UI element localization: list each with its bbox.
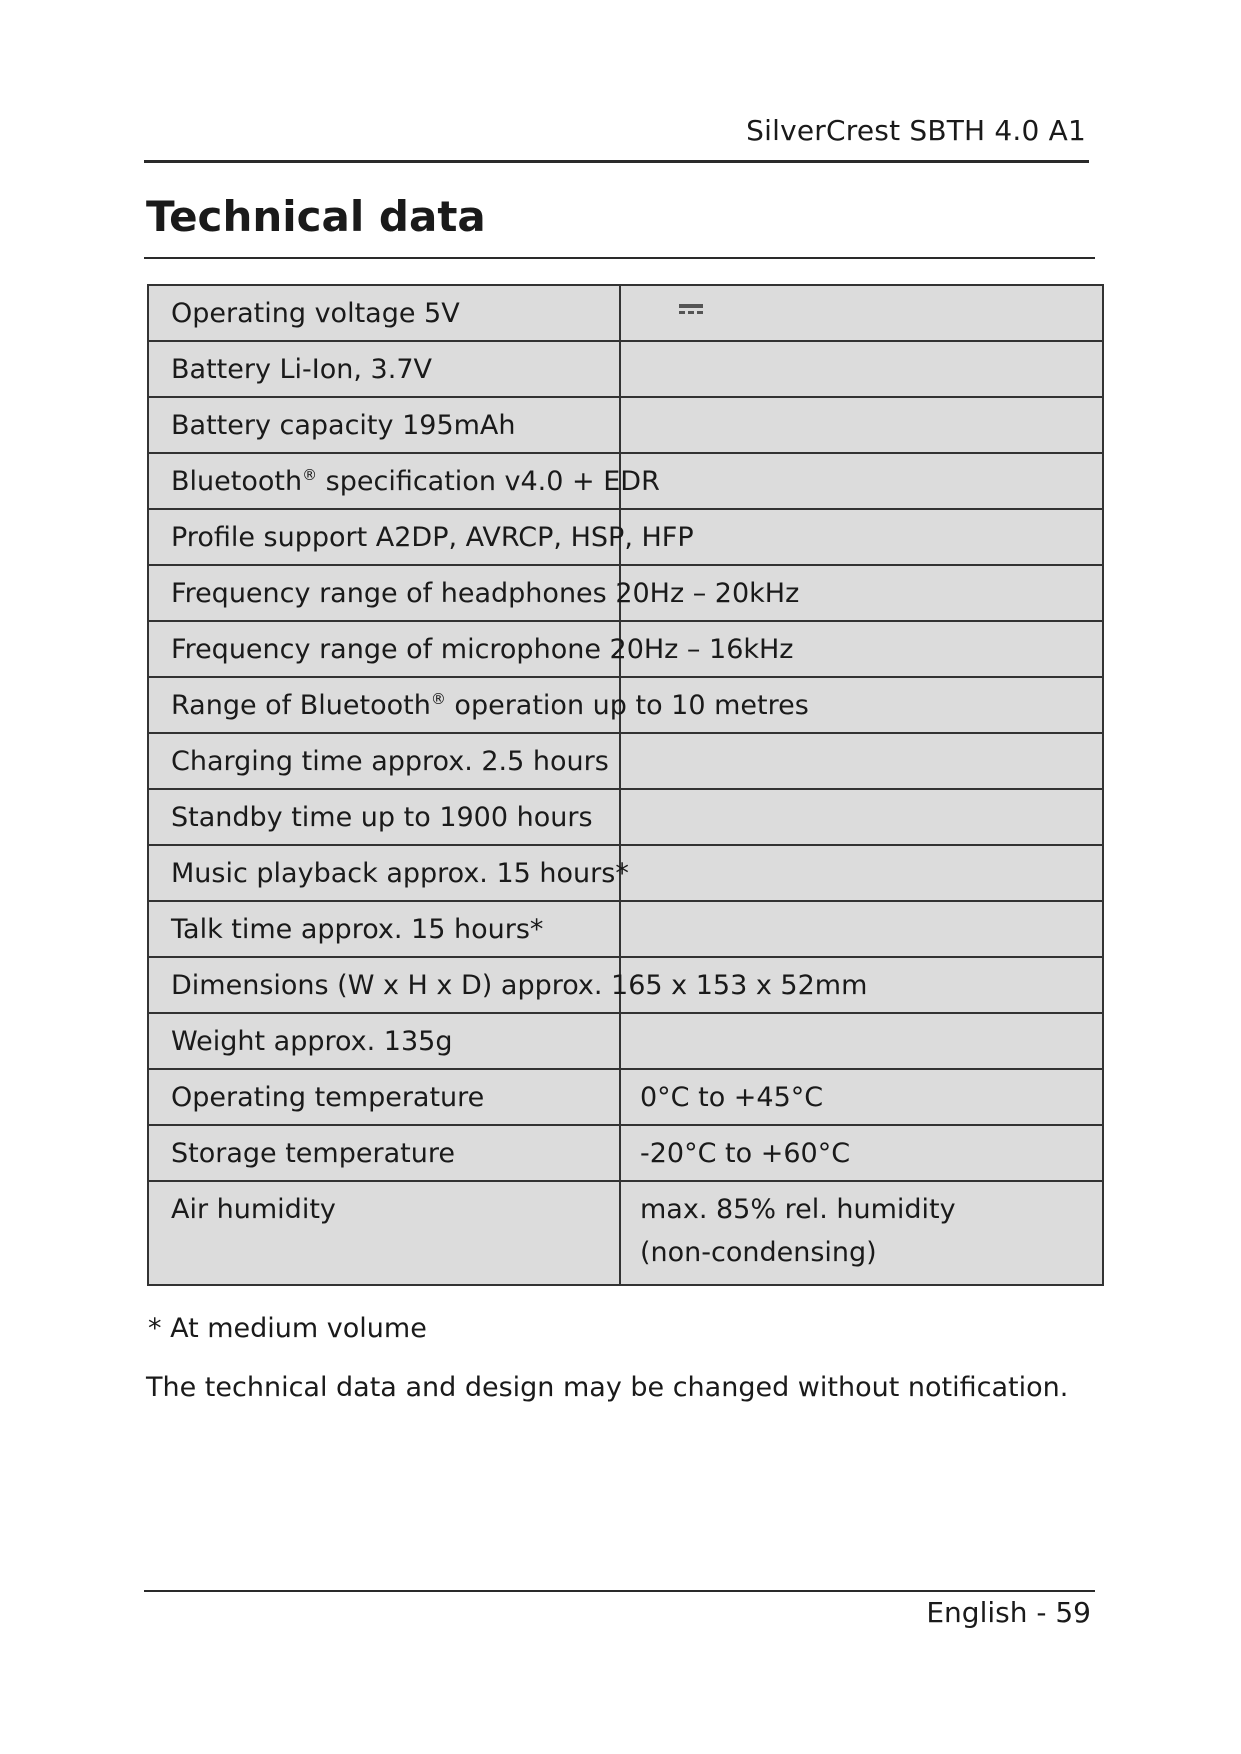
spec-cell: Standby time up to 1900 hours	[148, 789, 620, 845]
spec-cell: Battery capacity 195mAh	[148, 397, 620, 453]
spec-cell: Dimensions (W x H x D) approx. 165 x 153 x 52mm	[148, 957, 620, 1013]
table-row	[148, 1181, 1103, 1285]
spec-cell: Battery Li-Ion, 3.7V	[148, 341, 620, 397]
header-product-name: SilverCrest SBTH 4.0 A1	[746, 114, 1086, 147]
technical-data-table	[147, 284, 1104, 1286]
table-row	[148, 621, 1103, 677]
spec-label-cell: Operating temperature	[148, 1069, 620, 1125]
disclaimer-note: The technical data and design may be changed without notification.	[146, 1372, 1069, 1403]
spec-text: Range of Bluetooth	[171, 689, 431, 721]
table-row	[148, 901, 1103, 957]
dc-current-icon	[679, 304, 703, 318]
table-row	[148, 789, 1103, 845]
page-number: English - 59	[926, 1596, 1091, 1629]
spec-cell: Music playback approx. 15 hours*	[148, 845, 620, 901]
spec-cell: Profile support A2DP, AVRCP, HSP, HFP	[148, 509, 620, 565]
registered-mark: ®	[430, 689, 446, 708]
spec-value-cell	[620, 397, 1103, 453]
spec-value-cell	[620, 789, 1103, 845]
table-row	[148, 453, 1103, 509]
spec-value-cell	[620, 1013, 1103, 1069]
spec-label-cell: Storage temperature	[148, 1125, 620, 1181]
spec-value-cell	[620, 453, 1103, 509]
table-row	[148, 509, 1103, 565]
table-row	[148, 565, 1103, 621]
spec-value-cell	[620, 845, 1103, 901]
page-title: Technical data	[146, 192, 486, 241]
table-row	[148, 845, 1103, 901]
spec-value-line: max. 85% rel. humidity	[640, 1194, 956, 1225]
spec-value-cell: -20°C to +60°C	[620, 1125, 1103, 1181]
spec-value-cell	[620, 733, 1103, 789]
spec-value-line: (non-condensing)	[640, 1237, 877, 1268]
spec-label-cell: Air humidity	[148, 1181, 620, 1285]
spec-cell: Frequency range of headphones 20Hz – 20kHz	[148, 565, 620, 621]
spec-cell: Charging time approx. 2.5 hours	[148, 733, 620, 789]
header-rule	[144, 160, 1089, 163]
spec-cell: Operating voltage 5V	[148, 285, 620, 341]
table-row	[148, 733, 1103, 789]
spec-value-cell	[620, 1181, 1103, 1285]
table-row	[148, 1069, 1103, 1125]
footer-rule	[144, 1590, 1095, 1592]
spec-text: specification v4.0 + EDR	[317, 465, 660, 497]
title-rule	[144, 257, 1095, 259]
table-row	[148, 957, 1103, 1013]
table-row	[148, 341, 1103, 397]
spec-value-cell	[620, 285, 1103, 341]
spec-cell: Frequency range of microphone 20Hz – 16kHz	[148, 621, 620, 677]
table-row	[148, 677, 1103, 733]
spec-cell	[148, 677, 809, 733]
spec-value-cell: 0°C to +45°C	[620, 1069, 1103, 1125]
table-row	[148, 1013, 1103, 1069]
spec-cell: Weight approx. 135g	[148, 1013, 620, 1069]
spec-text: Bluetooth	[171, 465, 303, 497]
footnote: * At medium volume	[148, 1313, 427, 1344]
spec-cell: Talk time approx. 15 hours*	[148, 901, 620, 957]
registered-mark: ®	[302, 465, 318, 484]
spec-text: operation up to 10 metres	[445, 689, 809, 721]
table-row	[148, 285, 1103, 341]
spec-value-cell	[620, 901, 1103, 957]
spec-value-cell	[620, 341, 1103, 397]
spec-cell	[148, 453, 660, 509]
table-row	[148, 397, 1103, 453]
table-row	[148, 1125, 1103, 1181]
